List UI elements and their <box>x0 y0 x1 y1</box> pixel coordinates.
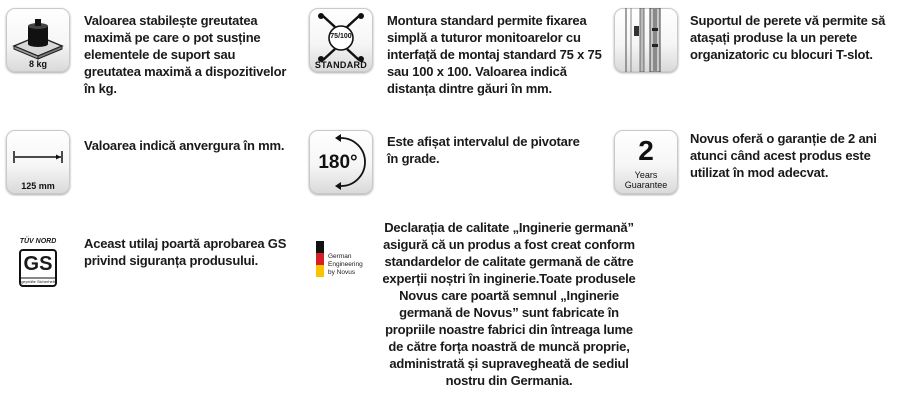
german-flag-icon <box>316 241 324 277</box>
warranty-years-number: 2 <box>638 135 654 166</box>
tuv-nord-label: TÜV NORD <box>19 238 57 245</box>
pivot-description: Este afișat intervalul de pivotare în grade. <box>387 134 580 166</box>
wall-mount-description: Suportul de perete vă permite să atașați produse la un perete organizatoric cu blocuri T-slot. <box>690 13 886 62</box>
warranty-guarantee-label: Guarantee <box>624 180 668 190</box>
span-icon <box>6 130 70 194</box>
weight-description: Valoarea stabilește greutatea maximă pe care o pot susține elementele de suport sau greutatea maximă a dispozitivelor în kg. <box>84 13 287 96</box>
weight-capacity-icon <box>6 8 70 72</box>
german-engineering-logo <box>316 241 376 289</box>
wall-mount-icon <box>614 8 678 72</box>
gs-logo <box>6 238 70 298</box>
warranty-years-label: Years <box>634 170 658 180</box>
warranty-description: Novus oferă o garanție de 2 ani atunci când acest produs este utilizat în mod adecvat. <box>690 131 877 180</box>
vesa-badge: 75/100 <box>330 33 352 40</box>
logo-line-engineering: Engineering <box>328 261 363 268</box>
vesa-standard-icon <box>309 8 373 72</box>
vesa-label: STANDARD <box>314 60 368 70</box>
gs-mark-text: GS <box>23 253 53 275</box>
gs-description: Aceast utilaj poartă aprobarea GS privind siguranța produsului. <box>84 236 287 268</box>
t-slot-rail-icon <box>614 8 678 72</box>
german-engineering-description: Declarația de calitate „Inginerie germană” asigură că un produs a fost creat conform standardelor de calitate germană de către experții noștri în inginerie.Toate produsele Novus care poartă semnul „Inginerie germană de Novus” sunt fabricate în propriile noastre fabrici din întreaga lume de către forța noastră de muncă proprie, administrată și supravegheată de sediul nostru din Germania. <box>382 220 636 388</box>
span-value: 125 mm <box>21 181 55 191</box>
logo-line-german: German <box>328 253 352 260</box>
vesa-description: Montura standard permite fixarea simplă a tuturor monitoarelor cu interfață de montaj standard 75 x 75 sau 100 x 100. Valoarea indică distanța dintre găuri în mm. <box>387 13 602 96</box>
span-description: Valoarea indică anvergura în mm. <box>84 138 285 153</box>
warranty-icon <box>614 130 678 194</box>
weight-value: 8 kg <box>28 59 47 69</box>
pivot-value: 180° <box>318 152 358 173</box>
gs-mark-subtext: geprüfte Sicherheit <box>21 279 55 284</box>
logo-line-by-novus: by Novus <box>328 269 356 276</box>
pivot-icon <box>309 130 373 194</box>
